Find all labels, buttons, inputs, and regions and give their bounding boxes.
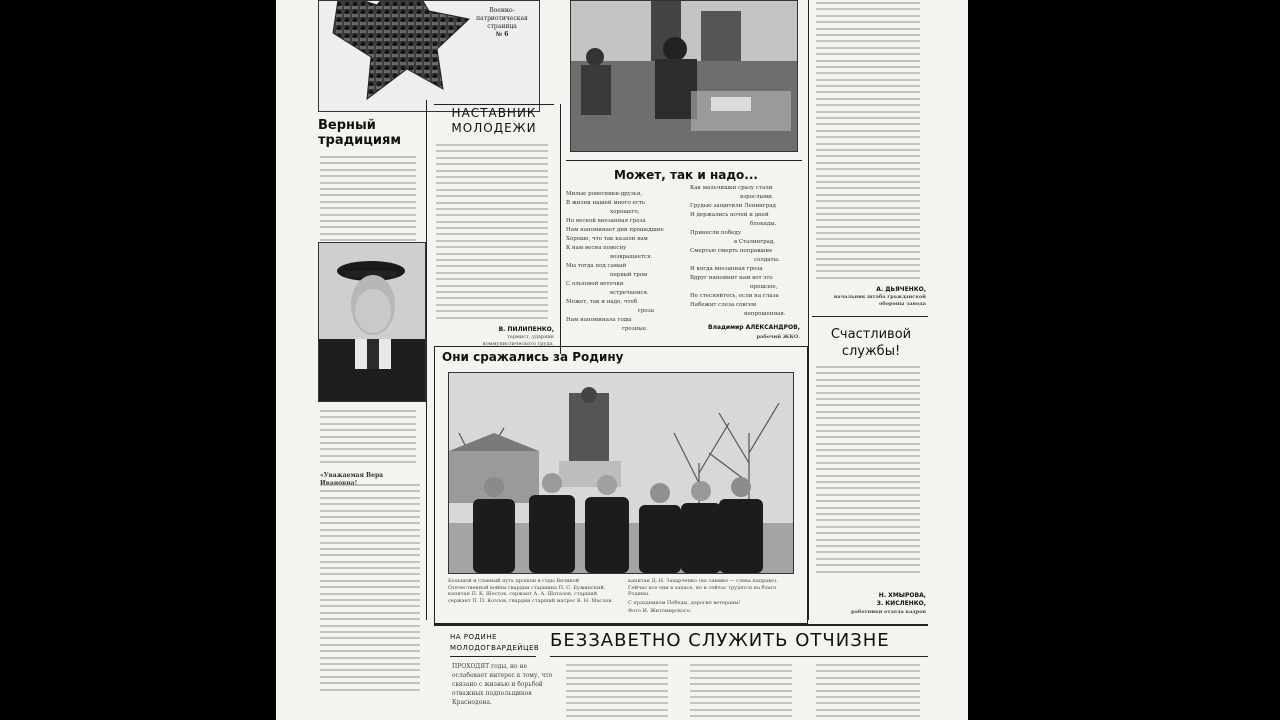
star-graphic-box bbox=[318, 0, 540, 112]
poem-line: возвращается. bbox=[610, 254, 653, 260]
poem-line: К нам весна повесну bbox=[566, 245, 627, 251]
right-signer2-b: З. КИСЛЕНКО, bbox=[876, 600, 926, 607]
poem-line: солдаты. bbox=[754, 257, 780, 263]
poem-line: блокады. bbox=[750, 221, 777, 227]
sailor-photo bbox=[318, 242, 426, 402]
col-rule-2 bbox=[560, 104, 561, 354]
poem-line: И держались ночей и дней bbox=[690, 212, 769, 218]
stamp-line-3: страница bbox=[487, 23, 517, 30]
verny-headline: Верный традициям bbox=[318, 118, 401, 148]
stamp-line-2: патриотическая bbox=[476, 15, 528, 22]
bottom-body-col4 bbox=[816, 664, 920, 720]
poem-line: Как мальчишки сразу стали bbox=[690, 185, 773, 191]
nastavnik-author: В. ПИЛИПЕНКО, bbox=[498, 326, 554, 333]
rodina-caption-c: С праздником Победы, дорогие ветераны! bbox=[628, 600, 741, 606]
poem-line: гроза bbox=[638, 308, 654, 314]
right-signer-role: начальник штаба гражданской обороны завода bbox=[833, 294, 926, 307]
poem-line: С ольховой веточки bbox=[566, 281, 624, 287]
col-rule-3 bbox=[808, 0, 809, 620]
poem-author: Владимир АЛЕКСАНДРОВ, bbox=[708, 324, 800, 331]
nastavnik-body bbox=[436, 144, 548, 323]
poem-line: Не стесняйтесь, если на глаза bbox=[690, 293, 779, 299]
poem-line: первый гром bbox=[610, 272, 648, 278]
nastavnik-author-role: термист, ударник коммунистического труда. bbox=[482, 334, 554, 347]
col-rule-1 bbox=[426, 100, 427, 620]
stamp-line-4: № 6 bbox=[495, 31, 509, 38]
verny-body-top bbox=[320, 156, 416, 245]
verny-quote: «Уважаемая Вера bbox=[320, 472, 384, 479]
verny-body-bottom bbox=[320, 484, 420, 695]
poem-column-1 bbox=[566, 190, 676, 334]
poem-line: Вдруг напомнит нам вот это bbox=[690, 275, 773, 281]
kicker-underline bbox=[450, 656, 536, 657]
poem-line: хорошего, bbox=[610, 209, 640, 215]
nastavnik-headline: НАСТАВНИК МОЛОДЕЖИ bbox=[451, 106, 537, 135]
nastavnik-top-rule bbox=[434, 104, 554, 105]
poem-line: В жизни нашей много есть bbox=[566, 200, 645, 206]
bottom-rule-mid bbox=[550, 656, 928, 657]
poem-title: Может, так и надо... bbox=[614, 168, 758, 182]
poem-line: Набежит слеза совсем bbox=[690, 302, 757, 308]
right-signer2: Н. ХМЫРОВА, bbox=[878, 592, 926, 599]
right-body-top bbox=[816, 2, 920, 283]
right-signer2-role: работники отдела кадров bbox=[851, 609, 926, 615]
battle-photo bbox=[570, 0, 798, 152]
poem-line: Но весной внезапная гроза bbox=[566, 218, 646, 224]
bottom-headline: БЕЗЗАВЕТНО СЛУЖИТЬ ОТЧИЗНЕ bbox=[550, 630, 890, 651]
veterans-photo-image bbox=[449, 373, 793, 573]
bottom-body-col2 bbox=[566, 664, 668, 720]
poem-line: непрошенная. bbox=[744, 311, 786, 317]
poem-line: Мы тогда под самый bbox=[566, 263, 627, 269]
right-headline: Счастливой службы! bbox=[830, 327, 912, 359]
sailor-portrait-image bbox=[319, 243, 425, 401]
newspaper-page bbox=[276, 0, 968, 720]
battle-photo-image bbox=[571, 1, 797, 151]
poem-column-2 bbox=[690, 184, 802, 319]
poem-line: Нам напоминала годы bbox=[566, 317, 632, 323]
poem-line: Может, так и надо, чтоб bbox=[566, 299, 638, 305]
right-rule bbox=[812, 316, 928, 317]
rodina-photo-credit: Фото И. Житомирского. bbox=[628, 608, 692, 614]
poem-line: Принесли победу bbox=[690, 230, 742, 236]
rodina-caption-a: Большой и славный путь прошли в годы Великой Отечественной войны гвардии старшина П. С. Бужинский, капитан П. К. Шестов, сержант А. А. Шаталов, старший сержант П. П. Козлов, гвардии старший матрос В. Н. Маслов. bbox=[448, 578, 613, 604]
bottom-lead: ПРОХОДЯТ годы, но не ослабевает интерес к тому, что связано с жизнью и борьбой отважных подпольщиков Краснодона. bbox=[452, 663, 553, 706]
poem-line: встречаемся. bbox=[610, 290, 649, 296]
poem-line: в Сталинград, bbox=[734, 239, 776, 245]
bottom-rule-top bbox=[434, 624, 928, 626]
stamp-line-1: Военно- bbox=[489, 7, 515, 14]
poem-line: Грудью защитили Ленинград bbox=[690, 203, 776, 209]
poem-line: прошлое, bbox=[750, 284, 778, 290]
poem-line: Нам напоминает дни прошедшие bbox=[566, 227, 664, 233]
poem-line: Смертью смерть поправшие bbox=[690, 248, 773, 254]
poem-line: грозные. bbox=[622, 326, 648, 332]
poem-line: взрослыми. bbox=[740, 194, 774, 200]
bottom-kicker: НА РОДИНЕ МОЛОДОГВАРДЕЙЦЕВ bbox=[450, 633, 540, 652]
poem-line: Хорошо, что так казали вам bbox=[566, 236, 648, 242]
verny-body-mid bbox=[320, 410, 416, 468]
poem-top-rule bbox=[566, 160, 802, 161]
poem-author-role: рабочий ЖКО. bbox=[756, 334, 800, 340]
right-signer: А. ДЬЯЧЕНКО, bbox=[876, 286, 926, 293]
rodina-headline: Они сражались за Родину bbox=[442, 350, 624, 364]
rodina-caption-b: капитан Д. Н. Захарченко (на снимке — слева направо). Сейчас все они в запасе, но и сейчас трудятся на благо Родины. bbox=[628, 578, 778, 597]
poem-line: И когда внезапная гроза bbox=[690, 266, 763, 272]
veterans-photo bbox=[448, 372, 794, 574]
poem-line: Милые ровесники-друзья, bbox=[566, 191, 643, 197]
bottom-body-col3 bbox=[690, 664, 792, 720]
right-body-bottom bbox=[816, 366, 920, 577]
